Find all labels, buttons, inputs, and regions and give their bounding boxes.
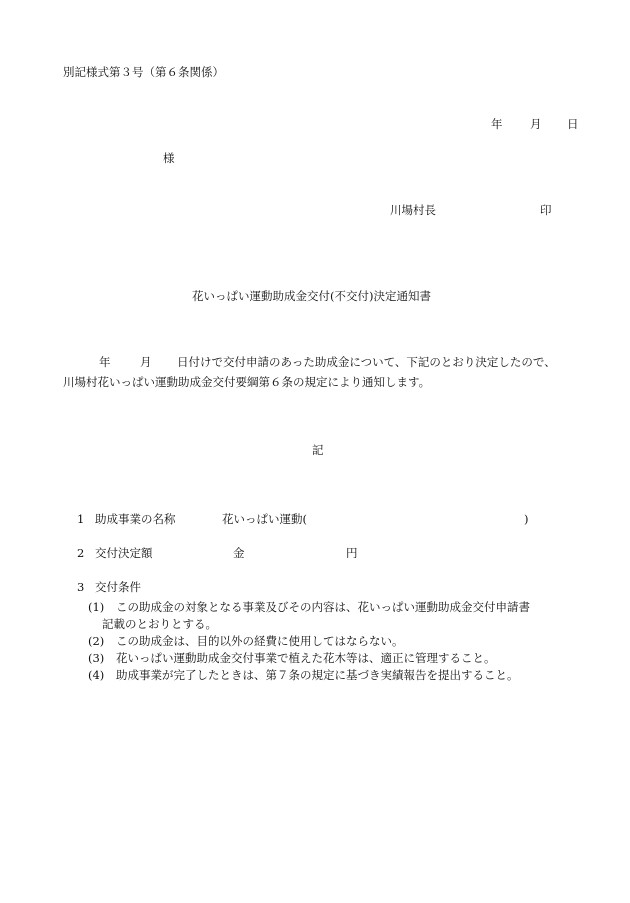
body-year: 年 — [99, 355, 111, 369]
issuer-title: 川場村長 — [390, 203, 436, 217]
body-line-2: 川場村花いっぱい運動助成金交付要綱第６条の規定により通知します。 — [63, 375, 431, 389]
item-2-unit: 円 — [346, 546, 358, 560]
date-month: 月 — [530, 117, 542, 131]
condition-3-number: (3) — [88, 651, 105, 665]
condition-3-text: 花いっぱい運動助成金交付事業で植えた花木等は、適正に管理すること。 — [116, 651, 496, 665]
item-3-number: 3 — [77, 580, 85, 594]
condition-1-text: この助成金の対象となる事業及びその内容は、花いっぱい運動助成金交付申請書 — [116, 600, 530, 614]
item-3-label: 交付条件 — [95, 580, 141, 594]
date-day: 日 — [567, 117, 579, 131]
condition-4-text: 助成事業が完了したときは、第７条の規定に基づき実績報告を提出すること。 — [116, 668, 519, 682]
item-2-number: 2 — [77, 546, 85, 560]
document-title: 花いっぱい運動助成金交付(不交付)決定通知書 — [192, 289, 431, 303]
condition-4-number: (4) — [88, 668, 105, 682]
date-year: 年 — [491, 117, 503, 131]
condition-1-continuation: 記載のとおりとする。 — [102, 617, 217, 631]
addressee-suffix: 様 — [163, 151, 175, 165]
body-month: 月 — [140, 355, 152, 369]
item-1-value: 花いっぱい運動( — [222, 512, 307, 526]
condition-2-number: (2) — [88, 634, 105, 648]
condition-4 — [88, 665, 519, 685]
condition-2-text: この助成金は、目的以外の経費に使用してはならない。 — [116, 634, 404, 648]
item-1-number: 1 — [77, 512, 85, 526]
item-1-label: 助成事業の名称 — [95, 512, 176, 526]
seal-mark: 印 — [540, 203, 552, 217]
item-2-label: 交付決定額 — [95, 546, 153, 560]
item-2-currency-prefix: 金 — [233, 546, 245, 560]
body-line-1: 日付けで交付申請のあった助成金について、下記のとおり決定したので、 — [177, 355, 556, 369]
item-1-close-paren: ) — [524, 512, 529, 526]
form-label: 別記様式第３号（第６条関係） — [63, 65, 224, 79]
condition-1-number: (1) — [88, 600, 105, 614]
ki-heading: 記 — [312, 443, 324, 457]
